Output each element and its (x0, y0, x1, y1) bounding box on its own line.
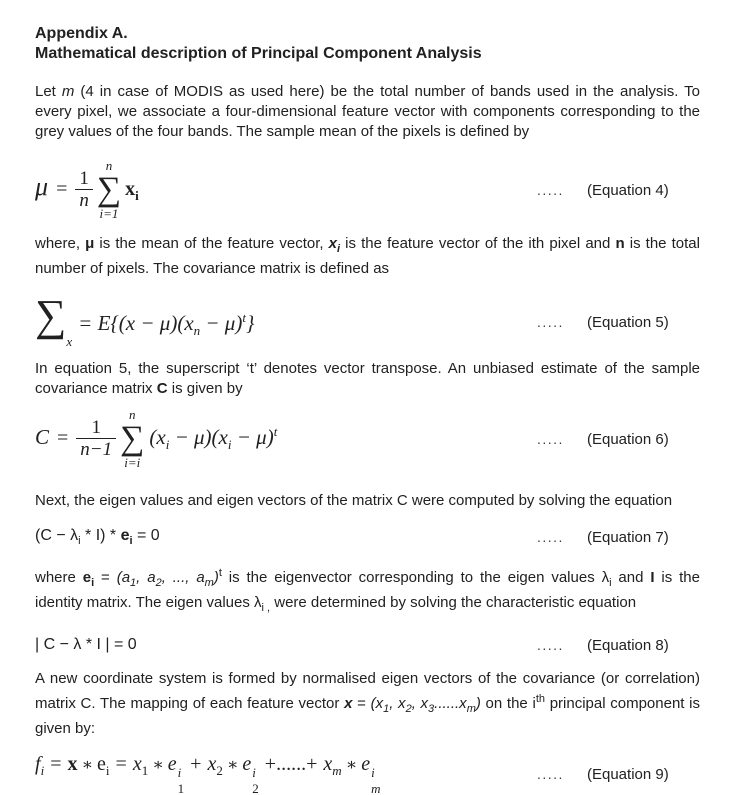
multiply-operator: ∗ (81, 755, 94, 774)
paragraph-mean-definition (35, 234, 700, 279)
equation-5-row (35, 291, 700, 349)
e-subscript: i (129, 535, 133, 548)
vector-tuple (116, 569, 219, 589)
x-subscript: i (227, 436, 232, 452)
x-symbol: x (328, 235, 337, 252)
em-symbol: e (361, 753, 371, 775)
text-run: on the i (480, 695, 536, 712)
ellipsis-plus: +......+ (264, 753, 318, 775)
equation-6-row (35, 407, 700, 471)
equation-4-row (35, 152, 700, 228)
equation-6-label: (Equation 6) (587, 430, 669, 448)
e1-sup-sub (178, 766, 185, 795)
dots-leader: ..... (537, 637, 564, 653)
equation-8-row (35, 634, 700, 656)
subscript-2: 2 (252, 781, 259, 795)
text-run: = 0 (132, 526, 160, 544)
sigma-glyph: ∑ (96, 170, 122, 208)
text-run: − μ) (200, 311, 243, 335)
text-run: is the identity matrix. The eigen values λ (35, 569, 700, 611)
text-run: (a (116, 569, 131, 586)
appendix-heading (35, 24, 700, 64)
paragraph-intro (35, 82, 700, 142)
text-run: ......x (434, 695, 467, 712)
summation-symbol (120, 407, 144, 470)
lambda-subscript: i (609, 577, 612, 589)
text-run: is given by (167, 380, 243, 397)
bold-e-i (82, 569, 95, 589)
superscript-i: i (371, 765, 375, 780)
equation-8-label: (Equation 8) (587, 636, 669, 654)
appendix-subtitle: Mathematical description of Principal Component Analysis (35, 45, 482, 62)
text-run: = (94, 569, 117, 586)
e-subscript: i (91, 577, 95, 589)
e-symbol: e (97, 753, 106, 775)
bold-n: n (615, 235, 625, 252)
x-n-subscript: n (193, 323, 201, 339)
fraction-1-over-n (75, 168, 93, 213)
text-run: were determined by solving the characteristic equation (270, 594, 637, 611)
expectation-expression: = E{(x − μ)(x (78, 311, 194, 335)
text-run: − μ) (231, 424, 274, 449)
appendix-title: Appendix A. (35, 25, 128, 42)
paragraph-coordinate-system (35, 669, 700, 739)
text-run: (4 in case of MODIS as used here) be the total number of bands used in the analysis. To every pixel, we associate a four-dimensional feature vector with components corresponding to the grey values of the four bands. The sample mean of the pixels is defined by (35, 83, 700, 140)
x-symbol: x (125, 177, 136, 200)
text-run: and (611, 569, 651, 586)
text-run: principal component is given by: (35, 695, 700, 737)
equals-sign: = (50, 753, 62, 775)
equals-sign: = (115, 753, 127, 775)
x2-subscript: 2 (216, 763, 223, 778)
equation-6-formula (35, 407, 537, 470)
text-run: is the mean of the feature vector, (94, 235, 329, 252)
sum-upper-limit: n (129, 407, 136, 423)
sum-lower-limit: i=i (124, 455, 141, 471)
x-subscript: 1 (383, 703, 390, 715)
equation-7-label: (Equation 7) (587, 528, 669, 546)
transpose-superscript: t (273, 423, 278, 439)
bold-C: C (156, 380, 168, 397)
e1-symbol: e (167, 753, 177, 775)
text-run: = (352, 695, 371, 712)
superscript-i: i (177, 765, 182, 780)
bold-mu: μ (85, 235, 95, 252)
equation-5-label: (Equation 5) (587, 313, 669, 331)
variable-m: m (61, 83, 75, 100)
e-symbol: e (82, 569, 92, 586)
x-subscript: m (466, 703, 476, 715)
lambda-subscript: i , (261, 602, 271, 614)
fraction-denominator: n−1 (76, 438, 116, 461)
text-run: where, (35, 235, 86, 252)
fraction-numerator: 1 (79, 167, 89, 189)
dots-leader: ..... (537, 314, 564, 330)
eigen-equation: (C − λ (35, 526, 79, 544)
xm-subscript: m (332, 763, 342, 778)
equation-9-label: (Equation 9) (587, 765, 669, 783)
sigma-glyph: ∑ (35, 291, 67, 340)
bold-x-vector: x (344, 695, 353, 712)
xm-symbol: x (323, 753, 333, 775)
x-subscript: 2 (405, 703, 412, 715)
text-run: is the eigenvector corresponding to the eigen values λ (221, 569, 610, 586)
fraction-denominator: n (75, 189, 93, 212)
equation-4-formula (35, 158, 537, 221)
dots-leader: ..... (537, 182, 564, 198)
paragraph-eigenvector-note (35, 563, 700, 618)
th-superscript: th (535, 693, 545, 705)
x-subscript: i (135, 187, 139, 203)
vector-tuple (370, 695, 481, 715)
subscript-1: 1 (177, 781, 185, 795)
fraction-1-over-n-1 (76, 417, 116, 462)
f-subscript: i (40, 763, 45, 778)
text-run: A new coordinate system is formed by normalised eigen vectors of the covariance (or correlation) matrix C. The mapping of each feature vector (35, 670, 700, 712)
equation-9-row (35, 751, 700, 795)
text-run: ) (213, 569, 219, 586)
equation-7-row (35, 525, 700, 549)
text-run: , a (136, 569, 156, 586)
text-run: In equation 5, the superscript ‘t’ denotes vector transpose. An unbiased estimate of the sample covariance matrix (35, 360, 700, 397)
equals-sign: = (56, 177, 68, 200)
text-run: , x (389, 695, 406, 712)
lambda-subscript: i (78, 535, 81, 548)
text-run: (x (370, 695, 384, 712)
equation-7-formula (35, 527, 537, 547)
text-run: * I) * (80, 526, 121, 544)
subscript-m: m (371, 781, 381, 795)
sigma-glyph: ∑ (120, 419, 145, 457)
text-run: , ..., a (161, 569, 205, 586)
product-expression: (x (149, 424, 166, 449)
a-subscript: 2 (155, 577, 162, 589)
mu-symbol: μ (35, 171, 49, 201)
e2-sup-sub (252, 766, 259, 795)
eigenvector-e (120, 526, 133, 548)
f-symbol: f (35, 753, 41, 775)
a-subscript: m (204, 577, 214, 589)
e-subscript: i (105, 763, 110, 778)
x-subscript: 3 (428, 703, 435, 715)
text-run: − μ)(x (169, 424, 228, 449)
characteristic-equation: | C − λ * I | = 0 (35, 636, 137, 653)
superscript-i: i (252, 765, 256, 780)
multiply-operator: ∗ (345, 755, 358, 774)
paragraph-eigen-intro (35, 491, 700, 511)
text-run: ) (475, 695, 481, 712)
transpose-superscript: t (218, 567, 222, 579)
text-run: is the feature vector of the ith pixel and (340, 235, 616, 252)
x2-symbol: x (207, 753, 217, 775)
equation-5-formula (35, 291, 537, 350)
sum-upper-limit: n (105, 158, 113, 174)
equals-sign: = (57, 426, 69, 449)
paragraph-transpose-note (35, 359, 700, 399)
dots-leader: ..... (537, 766, 564, 782)
closing-brace: } (245, 311, 255, 335)
equation-4-label: (Equation 4) (587, 181, 669, 199)
equation-8-formula (35, 636, 537, 654)
e2-symbol: e (242, 753, 252, 775)
text-run: Next, the eigen values and eigen vectors of the matrix C were computed by solving the equation (35, 492, 673, 509)
text-run: where (35, 569, 83, 586)
sum-lower-limit: i=1 (99, 206, 119, 222)
multiply-operator: ∗ (152, 755, 164, 774)
vector-x-term (125, 177, 139, 203)
fraction-numerator: 1 (91, 416, 101, 438)
bold-I: I (650, 569, 655, 586)
e-symbol: e (120, 526, 130, 544)
text-run: is the total number of pixels. The covariance matrix is defined as (35, 235, 700, 277)
transpose-superscript: t (242, 310, 246, 325)
x-subscript: i (337, 243, 341, 255)
dots-leader: ..... (537, 529, 564, 545)
plus-operator: + (190, 753, 202, 775)
x-subscript: i (165, 436, 170, 452)
bold-x-i (328, 235, 341, 255)
sigma-subscript: x (66, 334, 73, 349)
em-sup-sub (371, 766, 380, 795)
summation-symbol (97, 158, 121, 221)
equation-9-formula (35, 753, 537, 795)
x1-symbol: x (132, 753, 142, 775)
a-subscript: 1 (130, 577, 137, 589)
x1-subscript: 1 (141, 763, 149, 778)
multiply-operator: ∗ (226, 755, 239, 774)
bold-x-vector: x (67, 753, 78, 775)
C-symbol: C (35, 424, 50, 449)
text-run: Let (35, 83, 62, 100)
text-run: , x (411, 695, 429, 712)
dots-leader: ..... (537, 431, 564, 447)
